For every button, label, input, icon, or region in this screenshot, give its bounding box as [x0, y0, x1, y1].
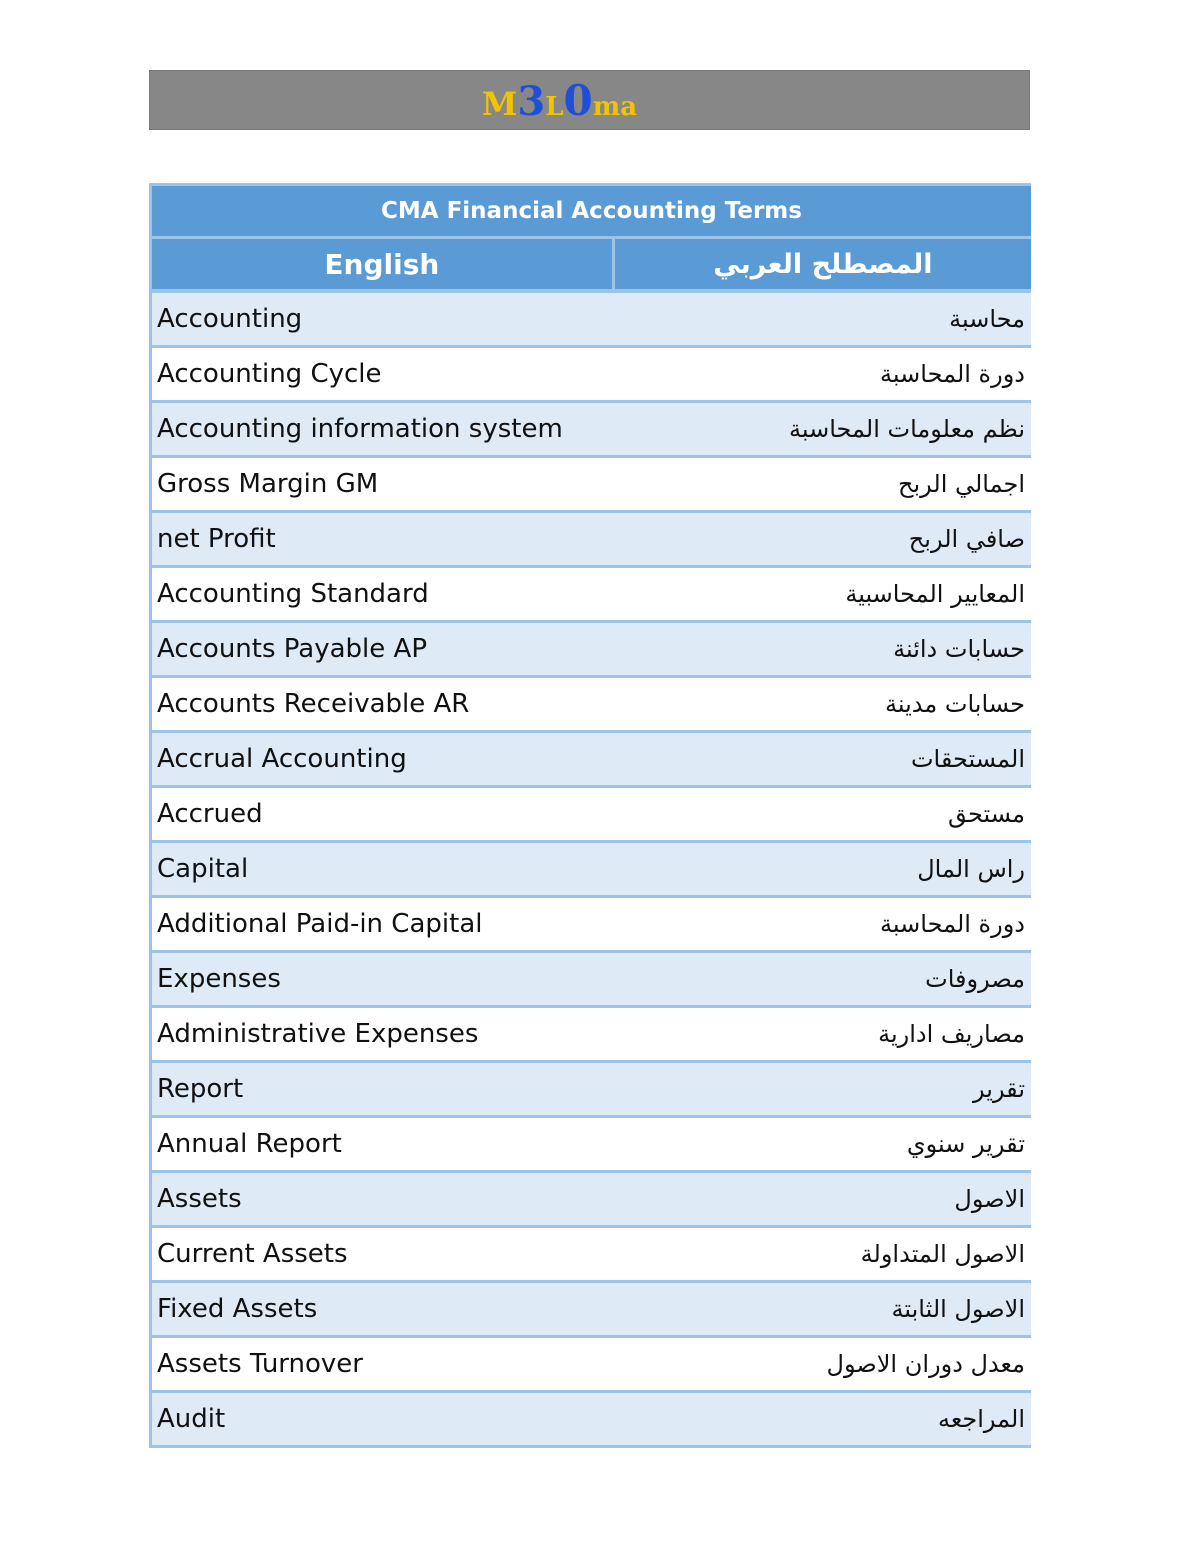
- term-arabic: المستحقات: [613, 732, 1031, 787]
- term-arabic: الاصول الثابتة: [613, 1282, 1031, 1337]
- term-english: net Profit: [151, 512, 614, 567]
- term-arabic: الاصول: [613, 1172, 1031, 1227]
- table-row: [151, 897, 1032, 952]
- term-arabic: معدل دوران الاصول: [613, 1337, 1031, 1392]
- table-title: CMA Financial Accounting Terms: [151, 185, 1032, 238]
- term-arabic: تقرير: [613, 1062, 1031, 1117]
- table-header-row: [151, 238, 1032, 292]
- terms-table: [149, 183, 1031, 1448]
- table-row: [151, 567, 1032, 622]
- term-arabic: محاسبة: [613, 291, 1031, 347]
- term-arabic: مصروفات: [613, 952, 1031, 1007]
- term-english: Assets Turnover: [151, 1337, 614, 1392]
- table-row: [151, 347, 1032, 402]
- term-english: Accounting Standard: [151, 567, 614, 622]
- table-row: [151, 1392, 1032, 1447]
- logo-letter-m: M: [481, 84, 518, 123]
- term-arabic: مستحق: [613, 787, 1031, 842]
- term-arabic: دورة المحاسبة: [613, 347, 1031, 402]
- term-english: Gross Margin GM: [151, 457, 614, 512]
- term-english: Accounting Cycle: [151, 347, 614, 402]
- table-row: [151, 1007, 1032, 1062]
- term-english: Annual Report: [151, 1117, 614, 1172]
- table-row: [151, 842, 1032, 897]
- term-arabic: المراجعه: [613, 1392, 1031, 1447]
- term-english: Capital: [151, 842, 614, 897]
- table-row: [151, 512, 1032, 567]
- column-header-english: English: [151, 238, 614, 292]
- logo-letter-l: L: [545, 91, 564, 122]
- table-row: [151, 677, 1032, 732]
- table-row: [151, 732, 1032, 787]
- term-arabic: الاصول المتداولة: [613, 1227, 1031, 1282]
- table-row: [151, 1117, 1032, 1172]
- term-english: Administrative Expenses: [151, 1007, 614, 1062]
- term-english: Expenses: [151, 952, 614, 1007]
- term-arabic: راس المال: [613, 842, 1031, 897]
- term-english: Accounts Receivable AR: [151, 677, 614, 732]
- term-arabic: دورة المحاسبة: [613, 897, 1031, 952]
- logo-banner: [149, 70, 1030, 130]
- term-english: Accounts Payable AP: [151, 622, 614, 677]
- term-arabic: حسابات مدينة: [613, 677, 1031, 732]
- table-row: [151, 1172, 1032, 1227]
- table-title-row: [151, 185, 1032, 238]
- table-row: [151, 1337, 1032, 1392]
- term-arabic: مصاريف ادارية: [613, 1007, 1031, 1062]
- term-arabic: المعايير المحاسبية: [613, 567, 1031, 622]
- term-english: Audit: [151, 1392, 614, 1447]
- term-arabic: صافي الربح: [613, 512, 1031, 567]
- term-english: Additional Paid-in Capital: [151, 897, 614, 952]
- column-header-arabic: المصطلح العربي: [613, 238, 1031, 292]
- table-row: [151, 787, 1032, 842]
- table-row: [151, 952, 1032, 1007]
- logo-letters-ma: ma: [592, 91, 638, 122]
- table-row: [151, 1062, 1032, 1117]
- term-arabic: حسابات دائنة: [613, 622, 1031, 677]
- table-row: [151, 622, 1032, 677]
- table-row: [151, 457, 1032, 512]
- term-english: Fixed Assets: [151, 1282, 614, 1337]
- term-arabic: نظم معلومات المحاسبة: [613, 402, 1031, 457]
- term-arabic: اجمالي الربح: [613, 457, 1031, 512]
- term-english: Accounting: [151, 291, 614, 347]
- term-english: Accounting information system: [151, 402, 614, 457]
- term-english: Accrued: [151, 787, 614, 842]
- table-body: [151, 291, 1032, 1447]
- table-row: [151, 1282, 1032, 1337]
- logo-digit-3: 3: [517, 77, 546, 125]
- term-english: Accrual Accounting: [151, 732, 614, 787]
- term-english: Assets: [151, 1172, 614, 1227]
- table-row: [151, 1227, 1032, 1282]
- term-arabic: تقرير سنوي: [613, 1117, 1031, 1172]
- logo-digit-0: 0: [563, 75, 593, 125]
- table-row: [151, 402, 1032, 457]
- term-english: Current Assets: [151, 1227, 614, 1282]
- site-logo: [482, 76, 637, 125]
- term-english: Report: [151, 1062, 614, 1117]
- table-row: [151, 291, 1032, 347]
